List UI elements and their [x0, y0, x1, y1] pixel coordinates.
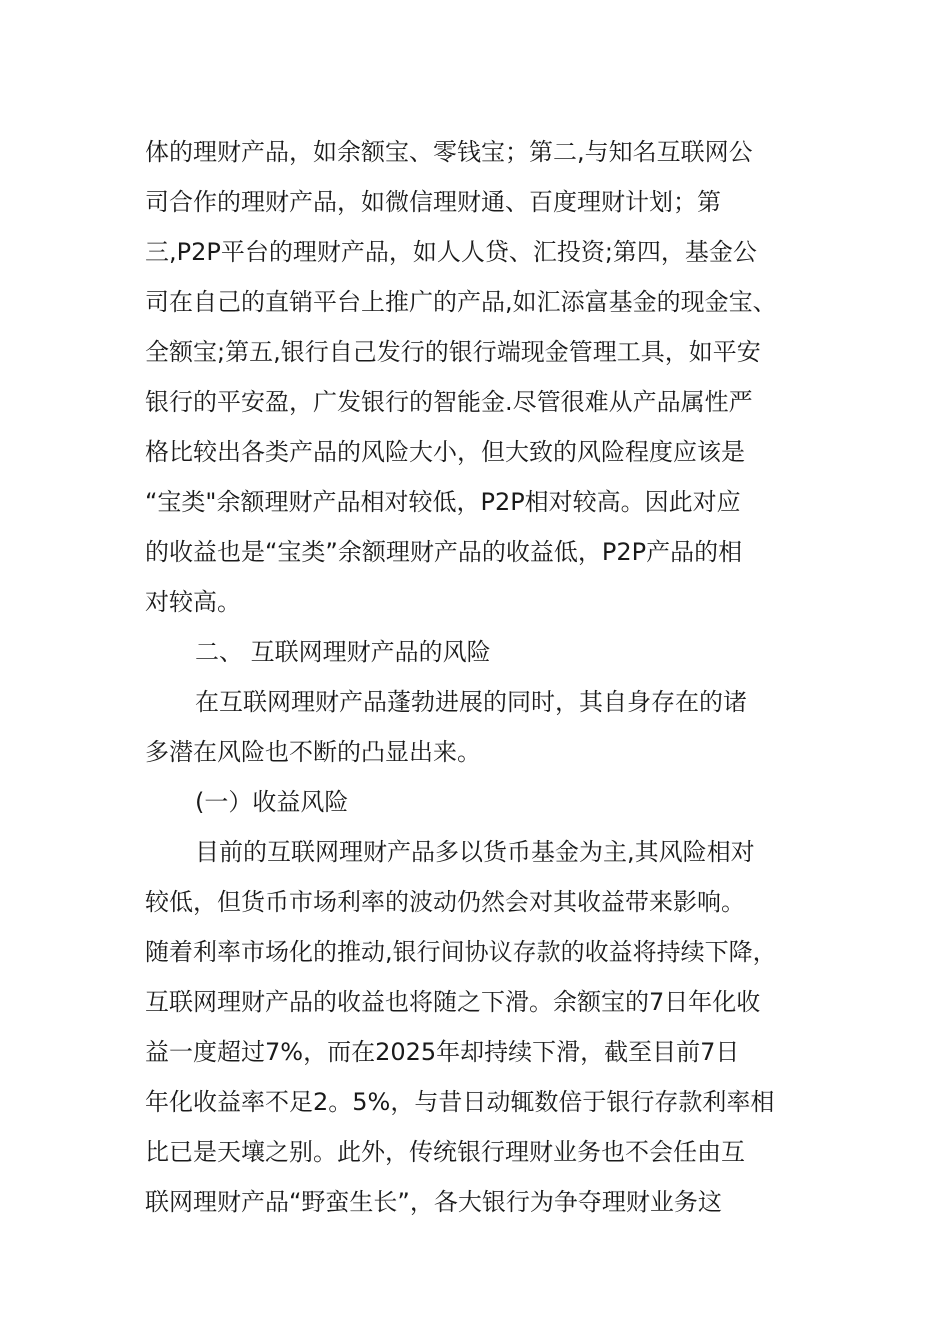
section-heading: 二、 互联网理财产品的风险 [195, 638, 491, 666]
text-line-9: 的收益也是“宝类”余额理财产品的收益低，P2P产品的相 [145, 538, 743, 566]
document-body [145, 127, 810, 1227]
text-line-8: “宝类"余额理财产品相对较低，P2P相对较高。因此对应 [145, 488, 741, 516]
text-line-19: 益一度超过7%，而在2025年却持续下滑，截至目前7日 [145, 1038, 740, 1066]
text-line-21: 比已是天壤之别。此外，传统银行理财业务也不会任由互 [145, 1138, 745, 1166]
text-line-18: 互联网理财产品的收益也将随之下滑。余额宝的7日年化收 [145, 988, 761, 1016]
text-line-4: 司在自己的直销平台上推广的产品,如汇添富基金的现金宝、 [145, 288, 777, 316]
text-line-20: 年化收益率不足2。5%，与昔日动辄数倍于银行存款利率相 [145, 1088, 775, 1116]
text-line-10: 对较高。 [145, 588, 241, 616]
text-line-22: 联网理财产品“野蛮生长”，各大银行为争夺理财业务这 [145, 1188, 722, 1216]
text-line-7: 格比较出各类产品的风险大小，但大致的风险程度应该是 [145, 438, 745, 466]
text-line-12: 在互联网理财产品蓬勃进展的同时，其自身存在的诸 [195, 688, 747, 716]
text-line-16: 较低，但货币市场利率的波动仍然会对其收益带来影响。 [145, 888, 745, 916]
text-line-13: 多潜在风险也不断的凸显出来。 [145, 738, 481, 766]
text-line-3: 三,P2P平台的理财产品，如人人贷、汇投资;第四，基金公 [145, 238, 757, 266]
text-line-5: 全额宝;第五,银行自己发行的银行端现金管理工具，如平安 [145, 338, 761, 366]
text-line-1: 体的理财产品，如余额宝、零钱宝；第二,与知名互联网公 [145, 138, 753, 166]
text-line-6: 银行的平安盈，广发银行的智能金.尽管很难从产品属性严 [145, 388, 753, 416]
subsection-heading: (一）收益风险 [195, 788, 349, 816]
text-line-15: 目前的互联网理财产品多以货币基金为主,其风险相对 [195, 838, 755, 866]
text-line-2: 司合作的理财产品，如微信理财通、百度理财计划；第 [145, 188, 721, 216]
text-line-17: 随着利率市场化的推动,银行间协议存款的收益将持续下降， [145, 938, 777, 966]
